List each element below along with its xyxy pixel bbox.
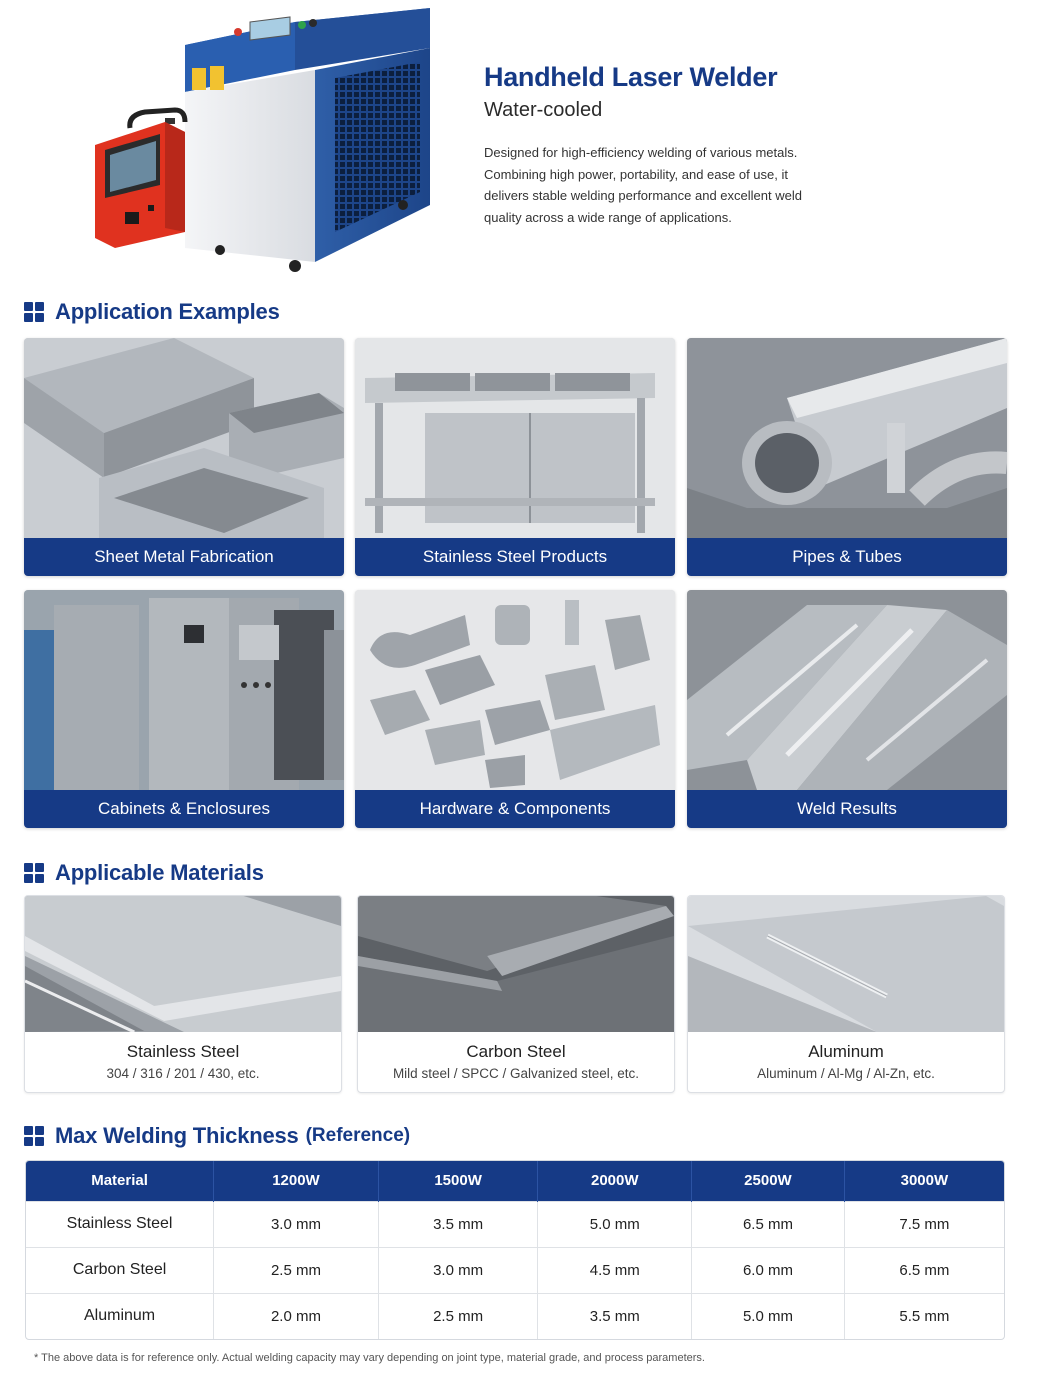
column-header: 3000W [844,1161,1004,1201]
table-cell: 6.0 mm [692,1247,845,1293]
column-header: Material [26,1161,214,1201]
material-card-aluminum[interactable] [687,895,1005,1093]
application-label: Pipes & Tubes [687,538,1007,576]
material-name: Stainless Steel [126,1042,240,1061]
grid-icon [24,863,44,883]
column-header: 1500W [378,1161,538,1201]
application-card-stainless-products[interactable] [355,338,675,576]
application-label: Stainless Steel Products [355,538,675,576]
application-card-sheet-metal[interactable] [24,338,344,576]
column-header: 1200W [214,1161,379,1201]
pipes-tubes-photo [687,338,1007,538]
table-cell: 5.0 mm [538,1201,692,1247]
application-label: Cabinets & Enclosures [24,790,344,828]
table-cell: 3.0 mm [214,1201,379,1247]
table-cell: Stainless Steel [26,1201,214,1247]
table-cell: 7.5 mm [844,1201,1004,1247]
applicable-materials-heading [24,860,264,886]
thickness-table [25,1160,1005,1340]
material-grades: Aluminum / Al-Mg / Al-Zn, etc. [757,1066,935,1081]
table-cell: 2.5 mm [214,1247,379,1293]
application-card-hardware[interactable] [355,590,675,828]
stainless-steel-photo [25,896,341,1032]
weld-results-photo [687,590,1007,790]
table-cell: Carbon Steel [26,1247,214,1293]
table-cell: 2.5 mm [378,1293,538,1339]
table-cell: 6.5 mm [844,1247,1004,1293]
cabinets-photo [24,590,344,790]
table-cell: 3.5 mm [378,1201,538,1247]
table-row [26,1293,1004,1339]
grid-icon [24,302,44,322]
table-row [26,1247,1004,1293]
footnote: * The above data is for reference only. Actual welding capacity may vary depending on joint type, material grade, and process parameters. [34,1352,705,1364]
material-card-carbon[interactable] [357,895,675,1093]
grid-icon [24,1126,44,1146]
product-description: Designed for high-efficiency welding of various metals. Combining high power, portability, and ease of use, it delivers stable welding performance and excellent weld quality across a wide range of applications. [484,145,802,225]
laser-welder-image [80,0,450,280]
sheet-metal-photo [24,338,344,538]
material-card-stainless[interactable] [24,895,342,1093]
application-card-pipes-tubes[interactable] [687,338,1007,576]
material-name: Carbon Steel [466,1042,566,1061]
hardware-photo [355,590,675,790]
section-title: Max Welding Thickness [55,1123,299,1148]
material-name: Aluminum [808,1042,884,1061]
carbon-steel-photo [358,896,674,1032]
application-label: Hardware & Components [355,790,675,828]
table-cell: 3.5 mm [538,1293,692,1339]
application-examples-heading [24,299,280,325]
section-title: Application Examples [55,299,280,324]
table-cell: 4.5 mm [538,1247,692,1293]
stainless-products-photo [355,338,675,538]
table-cell: 5.0 mm [692,1293,845,1339]
table-header-row [26,1161,1004,1201]
column-header: 2000W [538,1161,692,1201]
application-label: Weld Results [687,790,1007,828]
product-subtitle: Water-cooled [484,99,603,121]
column-header: 2500W [692,1161,845,1201]
application-card-weld-results[interactable] [687,590,1007,828]
table-cell: 3.0 mm [378,1247,538,1293]
thickness-heading [24,1123,410,1149]
aluminum-photo [688,896,1004,1032]
hero-section [0,0,1043,285]
table-row [26,1201,1004,1247]
table-cell: Aluminum [26,1293,214,1339]
table-cell: 6.5 mm [692,1201,845,1247]
section-title: Applicable Materials [55,860,264,885]
table-cell: 5.5 mm [844,1293,1004,1339]
table-cell: 2.0 mm [214,1293,379,1339]
material-grades: Mild steel / SPCC / Galvanized steel, etc. [392,1066,640,1081]
application-card-cabinets[interactable] [24,590,344,828]
material-grades: 304 / 316 / 201 / 430, etc. [106,1066,260,1081]
product-title: Handheld Laser Welder [484,62,778,92]
section-title-suffix: (Reference) [305,1125,411,1146]
application-label: Sheet Metal Fabrication [24,538,344,576]
